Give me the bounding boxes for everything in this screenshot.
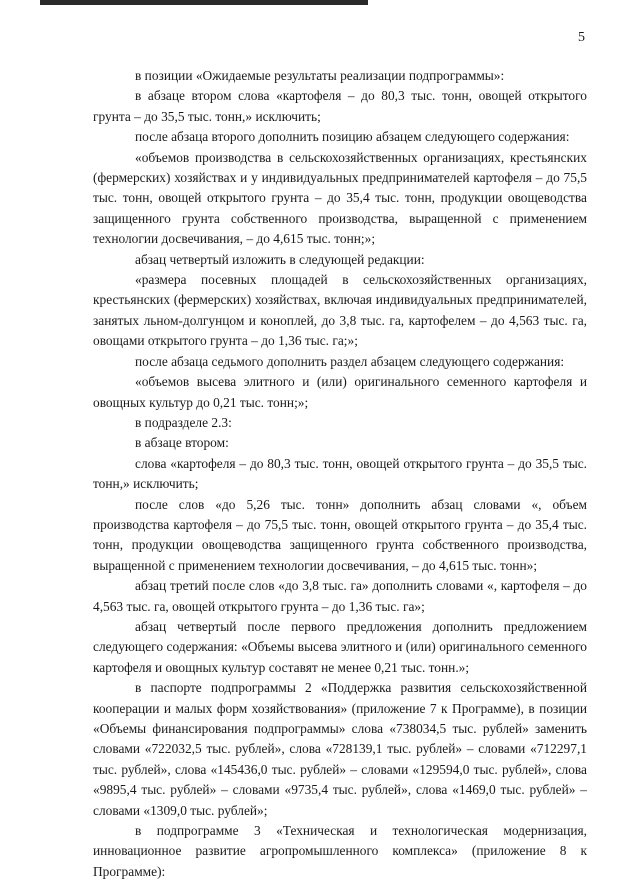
paragraph: абзац четвертый после первого предложения дополнить предложением следующего содержания: «Объемы высева элитного и (или) оригинального семенного картофеля и овощных культур составят не менее 0,21 тыс. тонн.»; [93, 618, 587, 675]
scan-edge-bar [40, 0, 368, 5]
paragraph: в подпрограмме 3 «Техническая и технологическая модернизация, инновационное развитие агропромышленного комплекса» (приложение 8 к Программе): [93, 823, 587, 879]
paragraph: слова «картофеля – до 80,3 тыс. тонн, овощей открытого грунта – до 35,5 тыс. тонн,» исключить; [93, 455, 587, 492]
paragraph: после абзаца второго дополнить позицию абзацем следующего содержания: [135, 129, 570, 145]
paragraph: абзац третий после слов «до 3,8 тыс. га» дополнить словами «, картофеля – до 4,563 тыс. га, овощей открытого грунта – до 1,36 тыс. га»; [93, 578, 587, 614]
paragraph: абзац четвертый изложить в следующей редакции: [135, 251, 425, 267]
paragraph: в позиции «Ожидаемые результаты реализации подпрограммы»: [135, 68, 505, 83]
paragraph: «размера посевных площадей в сельскохозяйственных организациях, крестьянских (фермерских) хозяйствах, включая индивидуальных предпринимателей, занятых льном-долгунцом и коноплей, до 3,8 тыс. га, картофелем – до 4,563 тыс. га, овощами открытого грунта – до 1,36 тыс. га;»; [93, 272, 587, 349]
paragraph: в подразделе 2.3: [135, 414, 232, 430]
paragraph: после абзаца седьмого дополнить раздел абзацем следующего содержания: [135, 353, 565, 369]
document-body [93, 66, 587, 882]
paragraph: в паспорте подпрограммы 2 «Поддержка развития сельскохозяйственной кооперации и малых форм хозяйствования» (приложение 7 к Программе), в позиции «Объемы финансирования подпрограммы» слова «738034,5 тыс. рублей» заменить словами «722032,5 тыс. рублей», слова «728139,1 тыс. рублей» – словами «712297,1 тыс. рублей», слова «145436,0 тыс. рублей» – словами «129594,0 тыс. рублей», слова «9895,4 тыс. рублей» – словами «9735,4 тыс. рублей», слова «1469,0 тыс. рублей» – словами «1309,0 тыс. рублей»; [93, 680, 587, 818]
page-number: 5 [578, 30, 585, 45]
paragraph: в абзаце втором слова «картофеля – до 80,3 тыс. тонн, овощей открытого грунта – до 35,5 тыс. тонн,» исключить; [93, 88, 587, 124]
paragraph: после слов «до 5,26 тыс. тонн» дополнить абзац словами «, объем производства картофеля – до 75,5 тыс. тонн, овощей открытого грунта – до 35,4 тыс. тонн, продукции овощеводства защищенного грунта собственного производства, выращенной с применением технологии досвечивания, – до 4,615 тыс. тонн»; [93, 496, 587, 573]
paragraph: «объемов высева элитного и (или) оригинального семенного картофеля и овощных культур до 0,21 тыс. тонн;»; [93, 374, 587, 410]
paragraph: «объемов производства в сельскохозяйственных организациях, крестьянских (фермерских) хозяйствах и у индивидуальных предпринимателей картофеля – до 75,5 тыс. тонн, овощей открытого грунта – до 35,4 тыс. тонн, продукции овощеводства защищенного грунта собственного производства, выращенной с применением технологии досвечивания, – до 4,615 тыс. тонн;»; [93, 149, 587, 247]
paragraph: в абзаце втором: [135, 435, 229, 451]
